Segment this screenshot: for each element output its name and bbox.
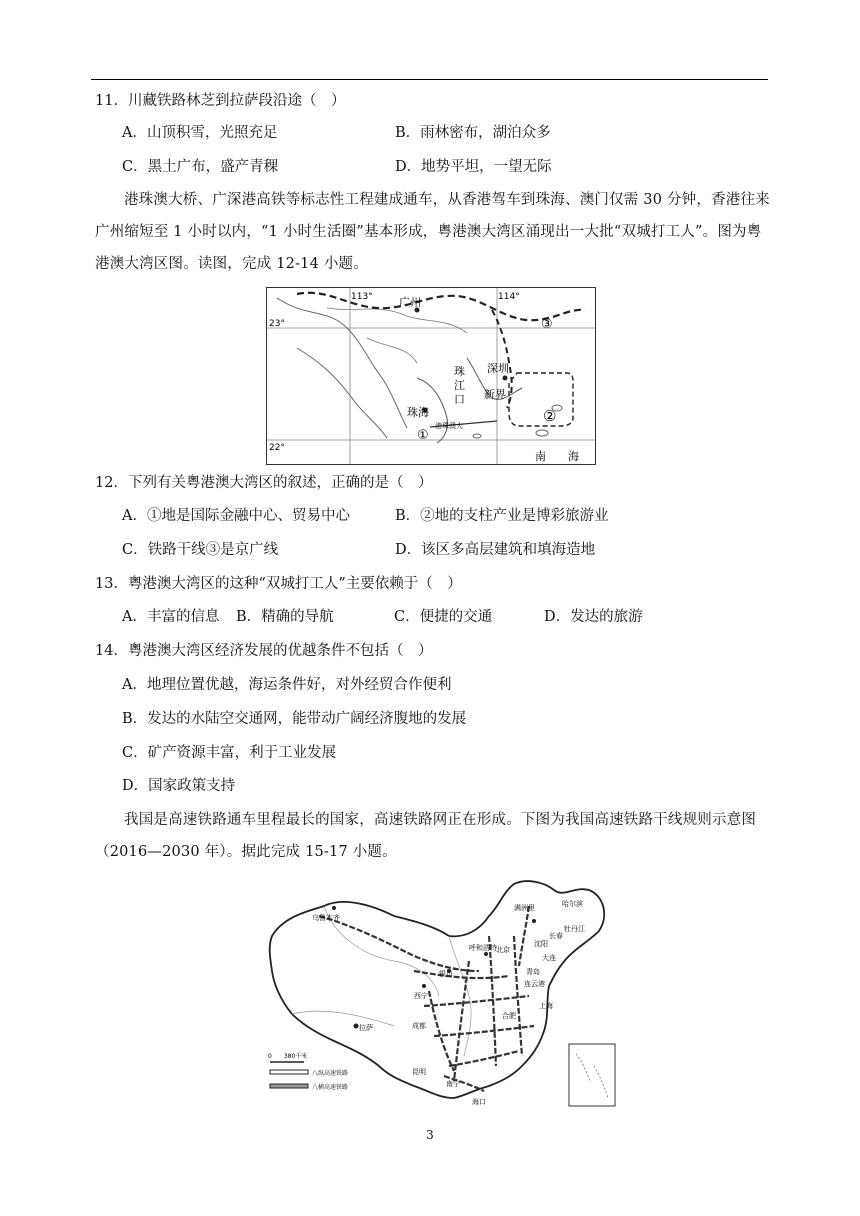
china-railway-map (264, 876, 620, 1112)
intro-12-14: 港珠澳大桥、广深港高铁等标志性工程建成通车，从香港驾车到珠海、澳门仅需 30 分钟，香港往来广州缩短至 1 小时以内，“1 小时生活圈”基本形成，粤港澳大湾区涌现出一大批“双城打工人”。图为粤港澳大湾区图。读图，完成 12-14 小题。 (95, 192, 770, 272)
china-label-lhasa: 拉萨 (359, 1024, 373, 1032)
q11-option-a[interactable]: A．山顶积雪，光照充足 (122, 125, 278, 141)
q13-option-c[interactable]: C．便捷的交通 (394, 609, 493, 625)
bay-marker-2: ② (543, 407, 557, 425)
q13-option-d[interactable]: D．发达的旅游 (544, 609, 643, 625)
china-label-chengdu: 成都 (412, 1022, 426, 1030)
china-label-shenyang: 沈阳 (534, 940, 548, 948)
china-label-hefei: 合肥 (502, 1012, 516, 1020)
q13-stem: 13．粤港澳大湾区的这种“双城打工人”主要依赖于（ ） (95, 576, 462, 592)
bay-area-map (266, 287, 596, 465)
bay-label-lat-23: 23° (269, 319, 285, 329)
q14-option-d[interactable]: D．国家政策支持 (122, 778, 236, 794)
china-label-shanghai: 上海 (539, 1002, 553, 1010)
bay-label-guangzhou: 广州 (399, 296, 421, 309)
q11-option-d[interactable]: D．地势平坦，一望无际 (395, 159, 552, 175)
china-label-mudanjiang: 牡丹江 (564, 925, 585, 933)
bay-label-shenzhen: 深圳 (487, 362, 509, 375)
china-label-manzhouli: 满洲里 (514, 904, 535, 912)
q14-option-a[interactable]: A．地理位置优越，海运条件好，对外经贸合作便利 (122, 677, 452, 693)
china-label-urumqi: 乌鲁木齐 (312, 914, 340, 922)
bay-label-bridge: 港珠澳大 (435, 422, 463, 430)
china-label-kunming: 昆明 (412, 1068, 426, 1076)
intro-15-17: 我国是高速铁路通车里程最长的国家，高速铁路网正在形成。下图为我国高速铁路干线规则示意图（2016—2030 年）。据此完成 15-17 小题。 (95, 812, 757, 860)
china-legend-horizontal: 八横高速铁路 (312, 1084, 349, 1091)
q12-stem: 12．下列有关粤港澳大湾区的叙述，正确的是（ ） (95, 475, 433, 491)
china-label-lianyungang: 连云港 (524, 980, 545, 988)
q12-option-d[interactable]: D．该区多高层建筑和填海造地 (395, 542, 596, 558)
china-label-yinchuan: 银川 (439, 970, 453, 978)
bay-label-zhuhai: 珠海 (407, 406, 429, 419)
bay-label-south-sea: 南 海 (535, 450, 579, 463)
bay-marker-3: ③ (541, 317, 553, 332)
q11-stem: 11．川藏铁路林芝到拉萨段沿途（ ） (95, 93, 346, 109)
q11-option-b[interactable]: B．雨林密布，湖泊众多 (395, 125, 551, 141)
china-label-qingdao: 青岛 (526, 968, 540, 976)
q13-option-b[interactable]: B．精确的导航 (236, 609, 334, 625)
bay-marker-1: ① (417, 428, 429, 443)
china-label-harbin: 哈尔滨 (562, 900, 583, 908)
china-label-xining: 西宁 (414, 992, 428, 1000)
q12-option-b[interactable]: B．②地的支柱产业是博彩旅游业 (395, 508, 609, 524)
china-railway-map-svg (264, 876, 620, 1112)
q11-option-c[interactable]: C．黑土广布，盛产青稞 (122, 159, 279, 175)
bay-label-kou: 口 (454, 393, 465, 406)
q14-stem: 14．粤港澳大湾区经济发展的优越条件不包括（ ） (95, 643, 433, 659)
china-label-haikou: 海口 (472, 1098, 486, 1106)
china-label-dalian: 大连 (542, 954, 556, 962)
q14-option-b[interactable]: B．发达的水陆空交通网，能带动广阔经济腹地的发展 (122, 711, 467, 727)
china-label-huhehaote: 呼和浩特 (469, 944, 497, 952)
bay-label-jiang: 江 (454, 379, 465, 392)
bay-label-lon-113: 113° (351, 292, 373, 302)
china-scale-label: 0 380千米 (268, 1053, 308, 1060)
china-label-changchun: 长春 (549, 932, 563, 940)
page-number: 3 (426, 1128, 434, 1142)
bay-label-lon-114: 114° (498, 292, 520, 302)
china-legend-vertical: 八纵高速铁路 (312, 1070, 349, 1077)
header-rule (91, 79, 768, 80)
bay-label-lat-22: 22° (269, 443, 285, 453)
china-label-nanning: 南宁 (446, 1080, 460, 1088)
china-label-beijing: 北京 (496, 946, 510, 954)
bay-area-map-svg (267, 288, 595, 464)
bay-label-zhu: 珠 (454, 365, 465, 378)
bay-label-xinjie: 新界 (484, 388, 506, 401)
q12-option-c[interactable]: C．铁路干线③是京广线 (122, 542, 279, 558)
q13-option-a[interactable]: A．丰富的信息 (122, 609, 220, 625)
q14-option-c[interactable]: C．矿产资源丰富，利于工业发展 (122, 745, 337, 761)
q12-option-a[interactable]: A．①地是国际金融中心、贸易中心 (122, 508, 350, 524)
